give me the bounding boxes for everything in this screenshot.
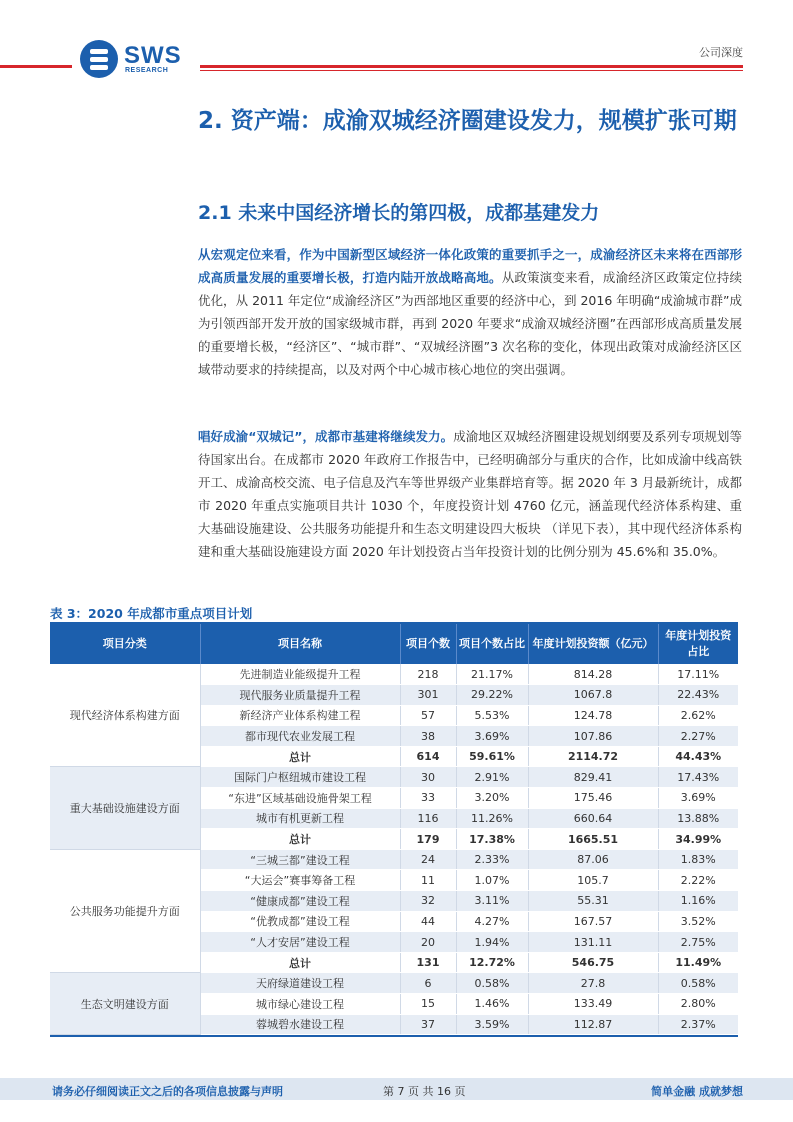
header-rule-left [0, 65, 72, 68]
page-number: 第 7 页 共 16 页 [383, 1085, 466, 1098]
count-share-cell: 0.58% [456, 973, 528, 994]
investment-share-cell: 2.80% [658, 994, 738, 1015]
investment-cell: 660.64 [528, 808, 658, 829]
investment-share-cell: 11.49% [658, 952, 738, 973]
count-cell: 57 [400, 705, 456, 726]
count-cell: 116 [400, 808, 456, 829]
investment-share-cell: 2.27% [658, 726, 738, 747]
count-cell: 30 [400, 767, 456, 788]
category-cell: 重大基础设施建设方面 [50, 767, 200, 849]
project-name-cell: 总计 [200, 829, 400, 850]
investment-share-cell: 13.88% [658, 808, 738, 829]
subsection-heading: 2.1 未来中国经济增长的第四极，成都基建发力 [198, 202, 600, 224]
column-header: 年度计划投资占比 [658, 624, 738, 664]
category-cell: 生态文明建设方面 [50, 973, 200, 1035]
project-name-cell: “大运会”赛事筹备工程 [200, 870, 400, 891]
project-name-cell: 蓉城碧水建设工程 [200, 1014, 400, 1035]
logo-text: SWS [124, 42, 182, 69]
count-cell: 179 [400, 829, 456, 850]
header-rule-right [200, 65, 743, 68]
paragraph-infrastructure [198, 425, 742, 563]
project-name-cell: 总计 [200, 952, 400, 973]
count-share-cell: 17.38% [456, 829, 528, 850]
count-share-cell: 1.94% [456, 932, 528, 953]
count-share-cell: 29.22% [456, 685, 528, 706]
paragraph-lead: 唱好成渝“双城记”，成都市基建将继续发力。 [198, 429, 454, 444]
category-cell: 公共服务功能提升方面 [50, 849, 200, 973]
count-cell: 15 [400, 994, 456, 1015]
investment-cell: 1665.51 [528, 829, 658, 850]
paragraph-lead: 从宏观定位来看，作为中国新型区域经济一体化政策的重要抓手之一，成渝经济区未来将在西部形成高质量发展的重要增长极，打造内陆开放战略高地。 [198, 247, 742, 285]
count-share-cell: 1.46% [456, 994, 528, 1015]
project-name-cell: “优教成都”建设工程 [200, 911, 400, 932]
project-name-cell: “健康成都”建设工程 [200, 891, 400, 912]
project-name-cell: 新经济产业体系构建工程 [200, 705, 400, 726]
project-name-cell: “东进”区域基础设施骨架工程 [200, 788, 400, 809]
table-row [50, 849, 738, 870]
investment-cell: 1067.8 [528, 685, 658, 706]
project-name-cell: 先进制造业能级提升工程 [200, 664, 400, 685]
count-share-cell: 12.72% [456, 952, 528, 973]
count-share-cell: 3.20% [456, 788, 528, 809]
project-name-cell: 城市有机更新工程 [200, 808, 400, 829]
column-header: 年度计划投资额（亿元） [528, 624, 658, 664]
paragraph-body: 成渝地区双城经济圈建设规划纲要及系列专项规划等待国家出台。在成都市 2020 年政府工作报告中，已经明确部分与重庆的合作，比如成渝中线高铁开工、成渝高校交流、电子信息及汽车等世界级产业集群培育等。据 2020 年 3 月最新统计，成都市 2020 年重点实施项目共计 1030 个，年度投资计划 4760 亿元，涵盖现代经济体系构建、重大基础设施建设、公共服务功能提升和生态文明建设四大板块 （详见下表），其中现代经济体系构建和重大基础设施建设方面 2020 年计划投资占当年投资计划的比例分别为 45.6%和 35.0%。 [198, 429, 742, 559]
count-share-cell: 59.61% [456, 746, 528, 767]
project-name-cell: “三城三都”建设工程 [200, 849, 400, 870]
investment-cell: 133.49 [528, 994, 658, 1015]
investment-share-cell: 17.11% [658, 664, 738, 685]
count-cell: 37 [400, 1014, 456, 1035]
count-share-cell: 4.27% [456, 911, 528, 932]
investment-cell: 2114.72 [528, 746, 658, 767]
investment-cell: 107.86 [528, 726, 658, 747]
header-rule-thin [200, 70, 743, 71]
table-row [50, 767, 738, 788]
sws-logo [80, 40, 184, 78]
table-bottom-rule [50, 1035, 738, 1037]
project-name-cell: 都市现代农业发展工程 [200, 726, 400, 747]
investment-cell: 814.28 [528, 664, 658, 685]
investment-share-cell: 44.43% [658, 746, 738, 767]
count-cell: 33 [400, 788, 456, 809]
investment-share-cell: 0.58% [658, 973, 738, 994]
logo-icon [80, 40, 118, 78]
project-name-cell: 现代服务业质量提升工程 [200, 685, 400, 706]
logo-subtext: RESEARCH [125, 67, 169, 74]
count-cell: 20 [400, 932, 456, 953]
page-header [0, 0, 793, 80]
table-row [50, 664, 738, 685]
project-name-cell: 城市绿心建设工程 [200, 994, 400, 1015]
slogan: 简单金融 成就梦想 [651, 1085, 743, 1098]
project-name-cell: 国际门户枢纽城市建设工程 [200, 767, 400, 788]
investment-share-cell: 3.52% [658, 911, 738, 932]
count-cell: 32 [400, 891, 456, 912]
investment-share-cell: 1.16% [658, 891, 738, 912]
page-footer [0, 1078, 793, 1102]
investment-share-cell: 3.69% [658, 788, 738, 809]
project-name-cell: 天府绿道建设工程 [200, 973, 400, 994]
column-header: 项目分类 [50, 624, 200, 664]
investment-cell: 131.11 [528, 932, 658, 953]
investment-share-cell: 1.83% [658, 849, 738, 870]
investment-share-cell: 2.22% [658, 870, 738, 891]
count-share-cell: 11.26% [456, 808, 528, 829]
section-heading: 2. 资产端：成渝双城经济圈建设发力，规模扩张可期 [198, 108, 737, 134]
column-header: 项目个数占比 [456, 624, 528, 664]
investment-cell: 175.46 [528, 788, 658, 809]
investment-cell: 546.75 [528, 952, 658, 973]
count-cell: 301 [400, 685, 456, 706]
count-cell: 218 [400, 664, 456, 685]
count-cell: 6 [400, 973, 456, 994]
count-share-cell: 2.91% [456, 767, 528, 788]
count-share-cell: 5.53% [456, 705, 528, 726]
project-name-cell: 总计 [200, 746, 400, 767]
category-cell: 现代经济体系构建方面 [50, 664, 200, 767]
count-cell: 44 [400, 911, 456, 932]
count-share-cell: 3.11% [456, 891, 528, 912]
investment-cell: 167.57 [528, 911, 658, 932]
count-cell: 131 [400, 952, 456, 973]
count-cell: 614 [400, 746, 456, 767]
table-title: 表 3：2020 年成都市重点项目计划 [50, 606, 253, 621]
investment-share-cell: 2.37% [658, 1014, 738, 1035]
investment-cell: 105.7 [528, 870, 658, 891]
count-cell: 38 [400, 726, 456, 747]
paragraph-macro-positioning [198, 243, 742, 381]
investment-share-cell: 2.62% [658, 705, 738, 726]
investment-share-cell: 22.43% [658, 685, 738, 706]
paragraph-body: 从政策演变来看，成渝经济区政策定位持续优化，从 2011 年定位“成渝经济区”为西部地区重要的经济中心，到 2016 年明确“成渝城市群”成为引领西部开发开放的国家级城市群，再到 2020 年要求“成渝双城经济圈”在西部形成高质量发展的重要增长极，“经济区”、“城市群”、“双城经济圈”3 次名称的变化，体现出政策对成渝经济区区域带动要求的持续提高，以及对两个中心城市核心地位的突出强调。 [198, 270, 742, 377]
table-row [50, 973, 738, 994]
investment-share-cell: 17.43% [658, 767, 738, 788]
project-plan-table [50, 622, 738, 1035]
investment-cell: 87.06 [528, 849, 658, 870]
count-share-cell: 3.59% [456, 1014, 528, 1035]
count-cell: 24 [400, 849, 456, 870]
column-header: 项目名称 [200, 624, 400, 664]
table-header-row [50, 624, 738, 664]
investment-cell: 829.41 [528, 767, 658, 788]
project-name-cell: “人才安居”建设工程 [200, 932, 400, 953]
investment-share-cell: 2.75% [658, 932, 738, 953]
count-cell: 11 [400, 870, 456, 891]
investment-cell: 55.31 [528, 891, 658, 912]
investment-cell: 124.78 [528, 705, 658, 726]
column-header: 项目个数 [400, 624, 456, 664]
count-share-cell: 3.69% [456, 726, 528, 747]
count-share-cell: 1.07% [456, 870, 528, 891]
investment-share-cell: 34.99% [658, 829, 738, 850]
disclaimer-note: 请务必仔细阅读正文之后的各项信息披露与声明 [52, 1085, 283, 1098]
report-type-label: 公司深度 [699, 46, 743, 59]
count-share-cell: 21.17% [456, 664, 528, 685]
count-share-cell: 2.33% [456, 849, 528, 870]
investment-cell: 27.8 [528, 973, 658, 994]
investment-cell: 112.87 [528, 1014, 658, 1035]
